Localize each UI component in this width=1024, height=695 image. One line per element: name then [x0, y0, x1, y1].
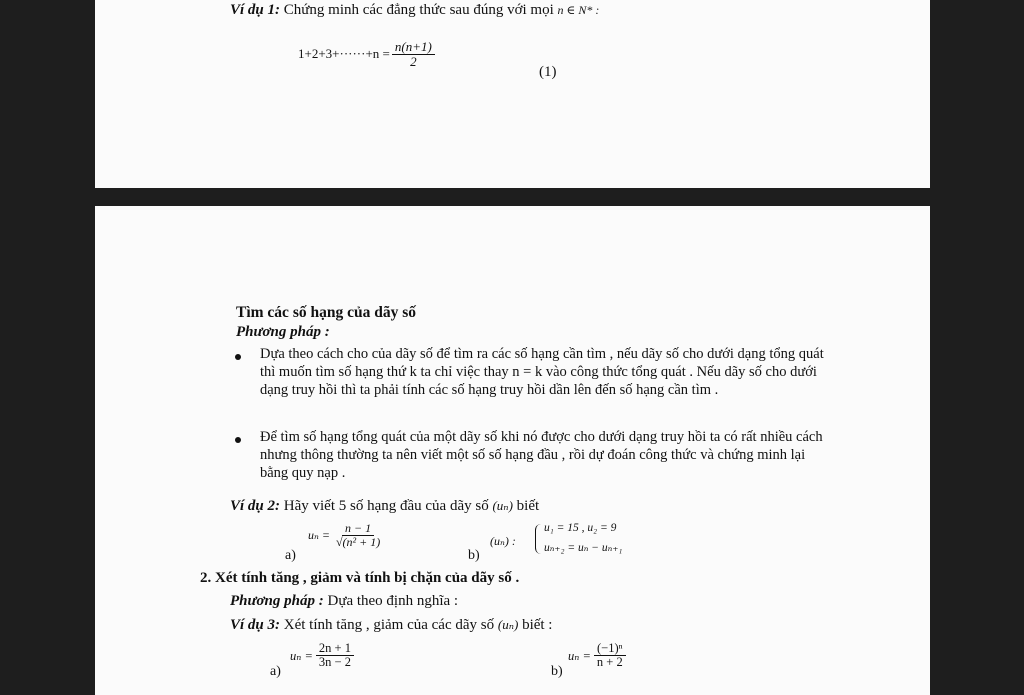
- formula-numerator: n(n+1): [392, 40, 435, 55]
- example2-sequence: (uₙ): [492, 498, 513, 513]
- ex3-b-formula: [568, 642, 626, 669]
- ex3-a-label: a): [270, 664, 281, 679]
- method2-text: Dựa theo định nghĩa :: [327, 593, 459, 609]
- example2-text-b: biết: [516, 498, 540, 514]
- ex3-b-denominator: n + 2: [596, 655, 623, 670]
- example2-line: [230, 498, 539, 515]
- bullet-paragraph-1: Dựa theo cách cho của dãy số để tìm ra các số hạng cần tìm , nếu dãy số cho dưới dạng tổng quát thì muốn tìm số hạng thứ k ta chỉ việc thay n = k vào công thức tổng quát . Nếu dãy số cho dưới dạng truy hồi thì ta phải tính các số hạng truy hồi dần lên đến số hạng cần tìm .: [260, 346, 824, 398]
- example1-line: [230, 2, 599, 19]
- bullet-marker-2: [235, 437, 241, 443]
- ex3-a-denominator: 3n − 2: [318, 655, 351, 670]
- ex2-a-numerator: n − 1: [342, 522, 374, 536]
- example1-condition: n ∈ N* :: [557, 3, 600, 17]
- formula-denominator: 2: [410, 53, 417, 69]
- example3-label: Ví dụ 3:: [230, 617, 281, 633]
- ex2-a-formula: [308, 522, 383, 548]
- ex3-b-numerator: (−1)ⁿ: [594, 642, 626, 656]
- ex2-a-lhs: uₙ =: [308, 527, 330, 542]
- example3-text-b: biết :: [522, 617, 553, 633]
- formula-tag: (1): [539, 64, 557, 80]
- ex2-a-fraction: [333, 522, 383, 548]
- method2-label: Phương pháp :: [230, 593, 324, 609]
- example2-text-a: Hãy viết 5 số hạng đầu của dãy số: [283, 498, 489, 514]
- ex2-a-denominator: √(n² + 1): [335, 534, 381, 549]
- ex2-b-line2: uₙ₊₂ = uₙ − uₙ₊₁: [544, 542, 623, 554]
- example3-line: [230, 617, 552, 634]
- bullet-paragraph-2: Để tìm số hạng tổng quát của một dãy số khi nó được cho dưới dạng truy hồi ta có rất nhiều cách nhưng thông thường ta nên viết một số số hạng đầu , rồi dự đoán công thức và chứng minh lại bằng quy nạp .: [260, 429, 823, 481]
- heading-find-terms: Tìm các số hạng của dãy số: [236, 304, 416, 321]
- formula-lhs: 1+2+3+······+n =: [298, 46, 390, 62]
- ex3-a-formula: [290, 642, 354, 669]
- ex3-b-fraction: [594, 642, 626, 669]
- document-page-top: [95, 0, 930, 188]
- example1-label: Ví dụ 1:: [230, 2, 281, 18]
- ex2-a-label: a): [285, 548, 296, 563]
- ex2-b-sequence: (uₙ) :: [490, 534, 516, 548]
- method-label: Phương pháp :: [236, 324, 330, 340]
- ex3-a-lhs: uₙ =: [290, 648, 313, 663]
- example3-text-a: Xét tính tăng , giảm của các dãy số: [283, 617, 495, 633]
- document-page-bottom: [95, 206, 930, 695]
- bullet-marker-1: [235, 354, 241, 360]
- method2-line: [230, 593, 458, 610]
- formula-fraction: [392, 40, 435, 68]
- ex3-a-fraction: [316, 642, 354, 669]
- ex2-b-label: b): [468, 548, 480, 563]
- section2-heading: 2. Xét tính tăng , giảm và tính bị chặn của dãy số .: [200, 570, 520, 586]
- example3-sequence: (uₙ): [497, 617, 519, 632]
- ex2-b-line1: u₁ = 15 , u₂ = 9: [544, 522, 617, 534]
- example1-text: Chứng minh các đẳng thức sau đúng với mọi: [283, 2, 554, 18]
- ex2-b-brace: [535, 524, 543, 554]
- ex3-a-numerator: 2n + 1: [316, 642, 354, 656]
- ex3-b-lhs: uₙ =: [568, 648, 591, 663]
- example2-label: Ví dụ 2:: [230, 498, 281, 514]
- ex3-b-label: b): [551, 664, 563, 679]
- formula-1: [298, 40, 435, 68]
